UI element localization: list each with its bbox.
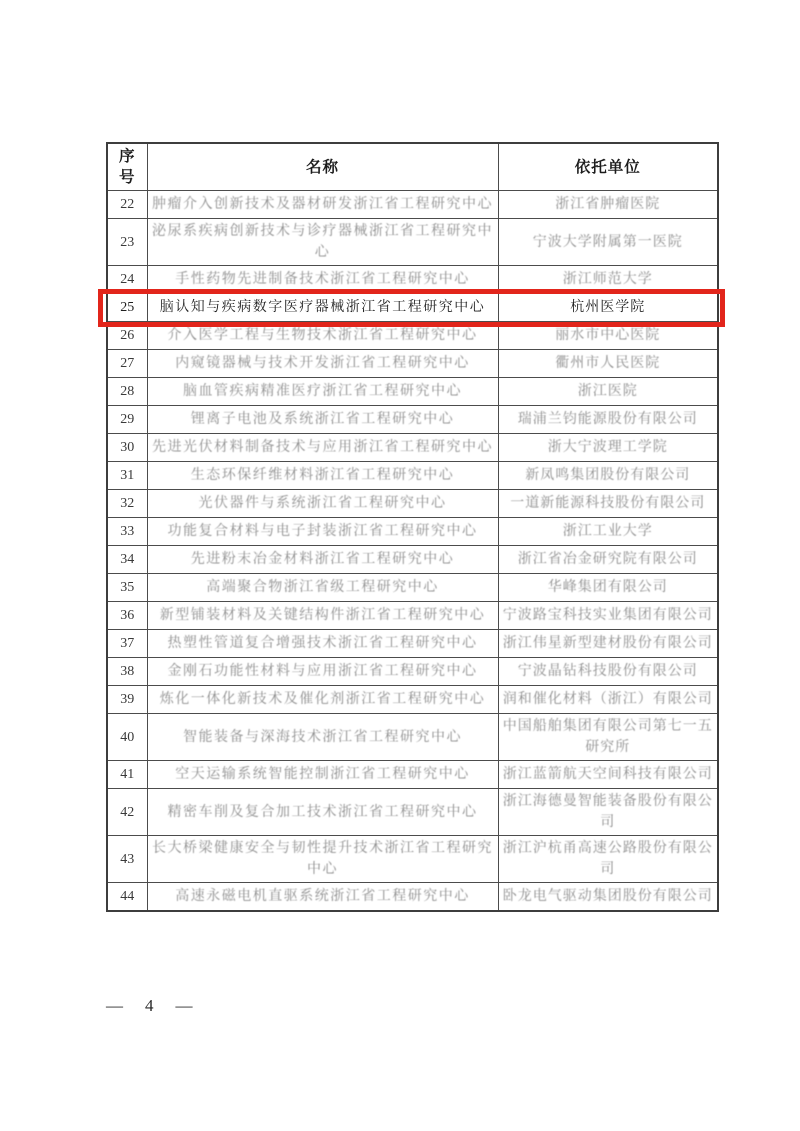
cell-no: 28: [107, 378, 147, 406]
cell-name: 锂离子电池及系统浙江省工程研究中心: [147, 406, 498, 434]
cell-name: 炼化一体化新技术及催化剂浙江省工程研究中心: [147, 686, 498, 714]
cell-name: 热塑性管道复合增强技术浙江省工程研究中心: [147, 630, 498, 658]
cell-name: 手性药物先进制备技术浙江省工程研究中心: [147, 266, 498, 294]
table-row: [107, 462, 718, 490]
cell-name: 脑认知与疾病数字医疗器械浙江省工程研究中心: [147, 294, 498, 322]
table-row: [107, 378, 718, 406]
cell-name: 高速永磁电机直驱系统浙江省工程研究中心: [147, 883, 498, 911]
cell-unit: 宁波路宝科技实业集团有限公司: [498, 602, 718, 630]
table-row: [107, 658, 718, 686]
cell-no: 42: [107, 789, 147, 836]
page-number: 4: [145, 996, 154, 1015]
table-row: [107, 518, 718, 546]
cell-unit: 浙大宁波理工学院: [498, 434, 718, 462]
cell-name: 生态环保纤维材料浙江省工程研究中心: [147, 462, 498, 490]
table-row: [107, 219, 718, 266]
cell-no: 26: [107, 322, 147, 350]
cell-name: 长大桥梁健康安全与韧性提升技术浙江省工程研究中心: [147, 836, 498, 883]
cell-unit: 新凤鸣集团股份有限公司: [498, 462, 718, 490]
column-header-0: 序号: [107, 143, 147, 191]
cell-name: 金刚石功能性材料与应用浙江省工程研究中心: [147, 658, 498, 686]
cell-unit: 衢州市人民医院: [498, 350, 718, 378]
cell-no: 41: [107, 761, 147, 789]
cell-name: 介入医学工程与生物技术浙江省工程研究中心: [147, 322, 498, 350]
table-row: [107, 714, 718, 761]
table-row: [107, 602, 718, 630]
cell-no: 25: [107, 294, 147, 322]
cell-no: 33: [107, 518, 147, 546]
cell-unit: 润和催化材料（浙江）有限公司: [498, 686, 718, 714]
footer-left-dash: —: [106, 996, 123, 1015]
cell-name: 泌尿系疾病创新技术与诊疗器械浙江省工程研究中心: [147, 219, 498, 266]
cell-name: 肿瘤介入创新技术及器材研发浙江省工程研究中心: [147, 191, 498, 219]
cell-unit: 浙江师范大学: [498, 266, 718, 294]
cell-unit: 瑞浦兰钧能源股份有限公司: [498, 406, 718, 434]
table-row: [107, 490, 718, 518]
table-row: [107, 546, 718, 574]
cell-unit: 浙江海德曼智能装备股份有限公司: [498, 789, 718, 836]
cell-name: 精密车削及复合加工技术浙江省工程研究中心: [147, 789, 498, 836]
cell-name: 光伏器件与系统浙江省工程研究中心: [147, 490, 498, 518]
cell-unit: 浙江省肿瘤医院: [498, 191, 718, 219]
cell-unit: 浙江省冶金研究院有限公司: [498, 546, 718, 574]
cell-name: 先进粉末冶金材料浙江省工程研究中心: [147, 546, 498, 574]
table-header-row: [107, 143, 718, 191]
cell-no: 39: [107, 686, 147, 714]
table-row: [107, 294, 718, 322]
cell-no: 43: [107, 836, 147, 883]
cell-unit: 宁波大学附属第一医院: [498, 219, 718, 266]
column-header-1: 名称: [147, 143, 498, 191]
table-row: [107, 406, 718, 434]
footer-right-dash: —: [175, 996, 193, 1015]
cell-no: 29: [107, 406, 147, 434]
research-centers-table-body: [107, 191, 718, 911]
cell-unit: 浙江伟星新型建材股份有限公司: [498, 630, 718, 658]
cell-no: 40: [107, 714, 147, 761]
cell-name: 脑血管疾病精准医疗浙江省工程研究中心: [147, 378, 498, 406]
cell-no: 38: [107, 658, 147, 686]
cell-unit: 一道新能源科技股份有限公司: [498, 490, 718, 518]
cell-no: 32: [107, 490, 147, 518]
cell-no: 36: [107, 602, 147, 630]
cell-unit: 宁波晶钻科技股份有限公司: [498, 658, 718, 686]
cell-name: 空天运输系统智能控制浙江省工程研究中心: [147, 761, 498, 789]
table-row: [107, 883, 718, 911]
table-row: [107, 434, 718, 462]
cell-no: 22: [107, 191, 147, 219]
table-row: [107, 266, 718, 294]
cell-name: 内窥镜器械与技术开发浙江省工程研究中心: [147, 350, 498, 378]
cell-name: 功能复合材料与电子封装浙江省工程研究中心: [147, 518, 498, 546]
table-row: [107, 191, 718, 219]
cell-no: 34: [107, 546, 147, 574]
cell-unit: 浙江工业大学: [498, 518, 718, 546]
table-row: [107, 686, 718, 714]
cell-unit: 杭州医学院: [498, 294, 718, 322]
cell-name: 高端聚合物浙江省级工程研究中心: [147, 574, 498, 602]
cell-no: 44: [107, 883, 147, 911]
cell-unit: 丽水市中心医院: [498, 322, 718, 350]
cell-no: 30: [107, 434, 147, 462]
cell-unit: 中国船舶集团有限公司第七一五研究所: [498, 714, 718, 761]
cell-name: 新型铺装材料及关键结构件浙江省工程研究中心: [147, 602, 498, 630]
column-header-2: 依托单位: [498, 143, 718, 191]
cell-no: 35: [107, 574, 147, 602]
cell-no: 24: [107, 266, 147, 294]
table-row: [107, 836, 718, 883]
page-footer: [106, 996, 193, 1016]
table-row: [107, 322, 718, 350]
cell-unit: 浙江沪杭甬高速公路股份有限公司: [498, 836, 718, 883]
cell-unit: 浙江蓝箭航天空间科技有限公司: [498, 761, 718, 789]
cell-unit: 华峰集团有限公司: [498, 574, 718, 602]
table-row: [107, 789, 718, 836]
cell-unit: 浙江医院: [498, 378, 718, 406]
cell-no: 27: [107, 350, 147, 378]
cell-name: 先进光伏材料制备技术与应用浙江省工程研究中心: [147, 434, 498, 462]
cell-no: 23: [107, 219, 147, 266]
cell-no: 31: [107, 462, 147, 490]
table-row: [107, 574, 718, 602]
cell-no: 37: [107, 630, 147, 658]
cell-name: 智能装备与深海技术浙江省工程研究中心: [147, 714, 498, 761]
table-row: [107, 350, 718, 378]
table-row: [107, 630, 718, 658]
cell-unit: 卧龙电气驱动集团股份有限公司: [498, 883, 718, 911]
research-centers-table: [106, 142, 719, 912]
table-row: [107, 761, 718, 789]
